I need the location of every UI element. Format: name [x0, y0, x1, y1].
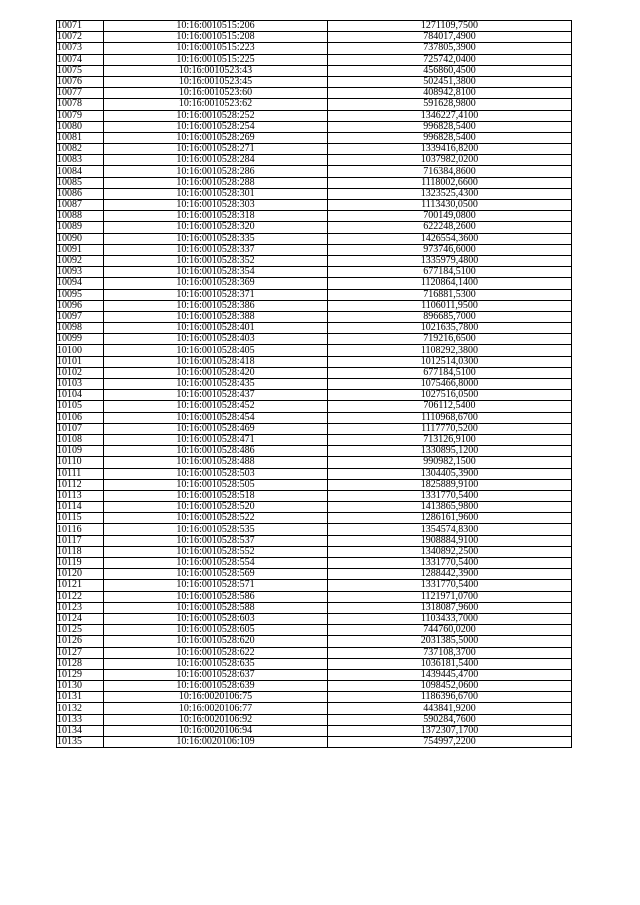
- cadastral-value-table: [56, 20, 572, 748]
- row-number-cell: 10085: [57, 177, 104, 188]
- table-row: [57, 144, 572, 155]
- value-cell: 1106011,9500: [328, 300, 572, 311]
- cadastral-number-cell: 10:16:0010528:535: [104, 524, 328, 535]
- cadastral-number-cell: 10:16:0010528:554: [104, 558, 328, 569]
- value-cell: 716881,5300: [328, 289, 572, 300]
- value-cell: 408942,8100: [328, 88, 572, 99]
- table-row: [57, 65, 572, 76]
- table-row: [57, 121, 572, 132]
- table-row: [57, 110, 572, 121]
- row-number-cell: 10127: [57, 647, 104, 658]
- value-cell: 706112,5400: [328, 401, 572, 412]
- row-number-cell: 10091: [57, 244, 104, 255]
- row-number-cell: 10078: [57, 99, 104, 110]
- cadastral-number-cell: 10:16:0010528:369: [104, 278, 328, 289]
- row-number-cell: 10109: [57, 446, 104, 457]
- value-cell: 1354574,8300: [328, 524, 572, 535]
- cadastral-number-cell: 10:16:0010515:223: [104, 43, 328, 54]
- value-cell: 1113430,0500: [328, 200, 572, 211]
- cadastral-number-cell: 10:16:0010528:286: [104, 166, 328, 177]
- cadastral-number-cell: 10:16:0010528:588: [104, 602, 328, 613]
- value-cell: 443841,9200: [328, 703, 572, 714]
- row-number-cell: 10094: [57, 278, 104, 289]
- table-row: [57, 99, 572, 110]
- cadastral-number-cell: 10:16:0010523:43: [104, 65, 328, 76]
- value-cell: 1120864,1400: [328, 278, 572, 289]
- value-cell: 1098452,0600: [328, 681, 572, 692]
- row-number-cell: 10089: [57, 222, 104, 233]
- table-row: [57, 546, 572, 557]
- cadastral-number-cell: 10:16:0010528:488: [104, 457, 328, 468]
- table-row: [57, 681, 572, 692]
- cadastral-number-cell: 10:16:0010528:471: [104, 434, 328, 445]
- table-row: [57, 278, 572, 289]
- row-number-cell: 10108: [57, 434, 104, 445]
- table-row: [57, 54, 572, 65]
- value-cell: 1318087,9600: [328, 602, 572, 613]
- row-number-cell: 10111: [57, 468, 104, 479]
- cadastral-number-cell: 10:16:0010528:254: [104, 121, 328, 132]
- value-cell: 1186396,6700: [328, 692, 572, 703]
- table-row: [57, 300, 572, 311]
- table-row: [57, 289, 572, 300]
- value-cell: 713126,9100: [328, 434, 572, 445]
- cadastral-number-cell: 10:16:0010528:418: [104, 356, 328, 367]
- table-row: [57, 558, 572, 569]
- cadastral-number-cell: 10:16:0020106:75: [104, 692, 328, 703]
- row-number-cell: 10103: [57, 379, 104, 390]
- row-number-cell: 10118: [57, 546, 104, 557]
- cadastral-number-cell: 10:16:0010528:269: [104, 132, 328, 143]
- cadastral-number-cell: 10:16:0010528:388: [104, 311, 328, 322]
- row-number-cell: 10097: [57, 311, 104, 322]
- value-cell: 700149,0800: [328, 211, 572, 222]
- row-number-cell: 10107: [57, 423, 104, 434]
- value-cell: 1825889,9100: [328, 479, 572, 490]
- cadastral-number-cell: 10:16:0020106:77: [104, 703, 328, 714]
- table-row: [57, 88, 572, 99]
- cadastral-number-cell: 10:16:0010528:454: [104, 412, 328, 423]
- cadastral-number-cell: 10:16:0010528:284: [104, 155, 328, 166]
- cadastral-number-cell: 10:16:0010523:45: [104, 76, 328, 87]
- row-number-cell: 10093: [57, 267, 104, 278]
- value-cell: 1288442,3900: [328, 569, 572, 580]
- cadastral-number-cell: 10:16:0010528:518: [104, 490, 328, 501]
- value-cell: 2031385,5000: [328, 636, 572, 647]
- cadastral-number-cell: 10:16:0010528:435: [104, 379, 328, 390]
- table-row: [57, 401, 572, 412]
- table-row: [57, 625, 572, 636]
- table-row: [57, 457, 572, 468]
- value-cell: 737108,3700: [328, 647, 572, 658]
- table-row: [57, 222, 572, 233]
- table-row: [57, 334, 572, 345]
- row-number-cell: 10076: [57, 76, 104, 87]
- value-cell: 1413865,9800: [328, 502, 572, 513]
- value-cell: 590284,7600: [328, 714, 572, 725]
- cadastral-number-cell: 10:16:0010528:452: [104, 401, 328, 412]
- row-number-cell: 10112: [57, 479, 104, 490]
- table-row: [57, 490, 572, 501]
- row-number-cell: 10131: [57, 692, 104, 703]
- table-row: [57, 591, 572, 602]
- row-number-cell: 10120: [57, 569, 104, 580]
- row-number-cell: 10086: [57, 188, 104, 199]
- table-row: [57, 255, 572, 266]
- table-row: [57, 211, 572, 222]
- row-number-cell: 10126: [57, 636, 104, 647]
- table-row: [57, 647, 572, 658]
- row-number-cell: 10117: [57, 535, 104, 546]
- table-row: [57, 177, 572, 188]
- value-cell: 1372307,1700: [328, 725, 572, 736]
- table-row: [57, 43, 572, 54]
- table-row: [57, 580, 572, 591]
- row-number-cell: 10084: [57, 166, 104, 177]
- table-row: [57, 379, 572, 390]
- table-row: [57, 188, 572, 199]
- cadastral-number-cell: 10:16:0010528:605: [104, 625, 328, 636]
- table-row: [57, 446, 572, 457]
- value-cell: 1037982,0200: [328, 155, 572, 166]
- table-row: [57, 479, 572, 490]
- row-number-cell: 10113: [57, 490, 104, 501]
- table-row: [57, 166, 572, 177]
- table-row: [57, 714, 572, 725]
- cadastral-number-cell: 10:16:0010528:335: [104, 233, 328, 244]
- table-row: [57, 535, 572, 546]
- value-cell: 622248,2600: [328, 222, 572, 233]
- value-cell: 591628,9800: [328, 99, 572, 110]
- cadastral-number-cell: 10:16:0010528:252: [104, 110, 328, 121]
- value-cell: 1021635,7800: [328, 323, 572, 334]
- row-number-cell: 10082: [57, 144, 104, 155]
- table-row: [57, 502, 572, 513]
- value-cell: 1331770,5400: [328, 558, 572, 569]
- cadastral-number-cell: 10:16:0010523:62: [104, 99, 328, 110]
- table-row: [57, 569, 572, 580]
- cadastral-number-cell: 10:16:0010528:303: [104, 200, 328, 211]
- cadastral-number-cell: 10:16:0010528:403: [104, 334, 328, 345]
- row-number-cell: 10098: [57, 323, 104, 334]
- value-cell: 677184,5100: [328, 367, 572, 378]
- value-cell: 1331770,5400: [328, 580, 572, 591]
- row-number-cell: 10079: [57, 110, 104, 121]
- table-row: [57, 725, 572, 736]
- value-cell: 744760,0200: [328, 625, 572, 636]
- value-cell: 784017,4900: [328, 32, 572, 43]
- cadastral-number-cell: 10:16:0010528:505: [104, 479, 328, 490]
- cadastral-number-cell: 10:16:0010528:522: [104, 513, 328, 524]
- cadastral-number-cell: 10:16:0010528:354: [104, 267, 328, 278]
- cadastral-number-cell: 10:16:0010528:337: [104, 244, 328, 255]
- table-row: [57, 658, 572, 669]
- value-cell: 1908884,9100: [328, 535, 572, 546]
- row-number-cell: 10106: [57, 412, 104, 423]
- cadastral-number-cell: 10:16:0010528:620: [104, 636, 328, 647]
- cadastral-number-cell: 10:16:0010528:639: [104, 681, 328, 692]
- cadastral-number-cell: 10:16:0010515:225: [104, 54, 328, 65]
- value-cell: 1439445,4700: [328, 669, 572, 680]
- value-cell: 1027516,0500: [328, 390, 572, 401]
- cadastral-number-cell: 10:16:0010528:469: [104, 423, 328, 434]
- cadastral-number-cell: 10:16:0010528:320: [104, 222, 328, 233]
- cadastral-number-cell: 10:16:0010528:386: [104, 300, 328, 311]
- cadastral-number-cell: 10:16:0010528:520: [104, 502, 328, 513]
- row-number-cell: 10104: [57, 390, 104, 401]
- value-cell: 990982,1500: [328, 457, 572, 468]
- table-row: [57, 323, 572, 334]
- cadastral-number-cell: 10:16:0020106:94: [104, 725, 328, 736]
- cadastral-number-cell: 10:16:0010523:60: [104, 88, 328, 99]
- cadastral-number-cell: 10:16:0010528:420: [104, 367, 328, 378]
- value-cell: 1330895,1200: [328, 446, 572, 457]
- value-cell: 456860,4500: [328, 65, 572, 76]
- cadastral-number-cell: 10:16:0020106:92: [104, 714, 328, 725]
- cadastral-number-cell: 10:16:0010528:571: [104, 580, 328, 591]
- table-row: [57, 737, 572, 748]
- row-number-cell: 10110: [57, 457, 104, 468]
- table-row: [57, 356, 572, 367]
- row-number-cell: 10096: [57, 300, 104, 311]
- table-row: [57, 602, 572, 613]
- cadastral-number-cell: 10:16:0010528:318: [104, 211, 328, 222]
- table-row: [57, 513, 572, 524]
- row-number-cell: 10101: [57, 356, 104, 367]
- table-row: [57, 21, 572, 32]
- row-number-cell: 10074: [57, 54, 104, 65]
- value-cell: 1323525,4300: [328, 188, 572, 199]
- value-cell: 973746,6000: [328, 244, 572, 255]
- row-number-cell: 10133: [57, 714, 104, 725]
- cadastral-number-cell: 10:16:0010528:437: [104, 390, 328, 401]
- value-cell: 1110968,6700: [328, 412, 572, 423]
- table-row: [57, 434, 572, 445]
- row-number-cell: 10135: [57, 737, 104, 748]
- row-number-cell: 10102: [57, 367, 104, 378]
- cadastral-number-cell: 10:16:0010528:586: [104, 591, 328, 602]
- value-cell: 1036181,5400: [328, 658, 572, 669]
- cadastral-number-cell: 10:16:0010528:622: [104, 647, 328, 658]
- value-cell: 754997,2200: [328, 737, 572, 748]
- table-row: [57, 132, 572, 143]
- value-cell: 1340892,2500: [328, 546, 572, 557]
- table-body: [57, 21, 572, 748]
- value-cell: 737805,3900: [328, 43, 572, 54]
- row-number-cell: 10088: [57, 211, 104, 222]
- row-number-cell: 10121: [57, 580, 104, 591]
- cadastral-number-cell: 10:16:0010528:486: [104, 446, 328, 457]
- table-row: [57, 200, 572, 211]
- row-number-cell: 10114: [57, 502, 104, 513]
- table-row: [57, 636, 572, 647]
- row-number-cell: 10130: [57, 681, 104, 692]
- value-cell: 1103433,7000: [328, 613, 572, 624]
- cadastral-number-cell: 10:16:0010528:537: [104, 535, 328, 546]
- row-number-cell: 10125: [57, 625, 104, 636]
- value-cell: 1304405,3900: [328, 468, 572, 479]
- value-cell: 1108292,3800: [328, 345, 572, 356]
- row-number-cell: 10122: [57, 591, 104, 602]
- row-number-cell: 10092: [57, 255, 104, 266]
- value-cell: 716384,8600: [328, 166, 572, 177]
- cadastral-number-cell: 10:16:0010528:637: [104, 669, 328, 680]
- value-cell: 1426554,3600: [328, 233, 572, 244]
- table-row: [57, 76, 572, 87]
- cadastral-number-cell: 10:16:0010528:271: [104, 144, 328, 155]
- cadastral-number-cell: 10:16:0010528:301: [104, 188, 328, 199]
- table-row: [57, 345, 572, 356]
- table-row: [57, 244, 572, 255]
- value-cell: 1075466,8000: [328, 379, 572, 390]
- table-row: [57, 692, 572, 703]
- cadastral-number-cell: 10:16:0010528:288: [104, 177, 328, 188]
- row-number-cell: 10095: [57, 289, 104, 300]
- row-number-cell: 10124: [57, 613, 104, 624]
- table-row: [57, 468, 572, 479]
- value-cell: 677184,5100: [328, 267, 572, 278]
- cadastral-number-cell: 10:16:0010528:552: [104, 546, 328, 557]
- table-row: [57, 423, 572, 434]
- table-row: [57, 524, 572, 535]
- table-row: [57, 311, 572, 322]
- value-cell: 996828,5400: [328, 132, 572, 143]
- value-cell: 719216,6500: [328, 334, 572, 345]
- cadastral-number-cell: 10:16:0020106:109: [104, 737, 328, 748]
- row-number-cell: 10128: [57, 658, 104, 669]
- value-cell: 1331770,5400: [328, 490, 572, 501]
- value-cell: 996828,5400: [328, 121, 572, 132]
- table-row: [57, 613, 572, 624]
- value-cell: 1271109,7500: [328, 21, 572, 32]
- cadastral-number-cell: 10:16:0010528:401: [104, 323, 328, 334]
- cadastral-number-cell: 10:16:0010528:603: [104, 613, 328, 624]
- cadastral-number-cell: 10:16:0010515:206: [104, 21, 328, 32]
- value-cell: 1339416,8200: [328, 144, 572, 155]
- row-number-cell: 10119: [57, 558, 104, 569]
- table-row: [57, 367, 572, 378]
- row-number-cell: 10105: [57, 401, 104, 412]
- value-cell: 1121971,0700: [328, 591, 572, 602]
- row-number-cell: 10080: [57, 121, 104, 132]
- cadastral-number-cell: 10:16:0010528:371: [104, 289, 328, 300]
- row-number-cell: 10100: [57, 345, 104, 356]
- row-number-cell: 10071: [57, 21, 104, 32]
- row-number-cell: 10081: [57, 132, 104, 143]
- row-number-cell: 10077: [57, 88, 104, 99]
- table-row: [57, 267, 572, 278]
- value-cell: 1286161,9600: [328, 513, 572, 524]
- value-cell: 1346227,4100: [328, 110, 572, 121]
- table-row: [57, 412, 572, 423]
- value-cell: 725742,0400: [328, 54, 572, 65]
- row-number-cell: 10073: [57, 43, 104, 54]
- row-number-cell: 10132: [57, 703, 104, 714]
- table-row: [57, 703, 572, 714]
- cadastral-number-cell: 10:16:0010528:405: [104, 345, 328, 356]
- value-cell: 896685,7000: [328, 311, 572, 322]
- value-cell: 1012514,0300: [328, 356, 572, 367]
- table-row: [57, 155, 572, 166]
- row-number-cell: 10129: [57, 669, 104, 680]
- row-number-cell: 10072: [57, 32, 104, 43]
- cadastral-number-cell: 10:16:0010528:503: [104, 468, 328, 479]
- table-row: [57, 233, 572, 244]
- table-row: [57, 390, 572, 401]
- cadastral-number-cell: 10:16:0010515:208: [104, 32, 328, 43]
- value-cell: 1117770,5200: [328, 423, 572, 434]
- value-cell: 1118002,6600: [328, 177, 572, 188]
- row-number-cell: 10090: [57, 233, 104, 244]
- row-number-cell: 10123: [57, 602, 104, 613]
- table-row: [57, 669, 572, 680]
- row-number-cell: 10083: [57, 155, 104, 166]
- value-cell: 1335979,4800: [328, 255, 572, 266]
- cadastral-number-cell: 10:16:0010528:352: [104, 255, 328, 266]
- row-number-cell: 10115: [57, 513, 104, 524]
- cadastral-number-cell: 10:16:0010528:569: [104, 569, 328, 580]
- row-number-cell: 10099: [57, 334, 104, 345]
- value-cell: 502451,3800: [328, 76, 572, 87]
- row-number-cell: 10075: [57, 65, 104, 76]
- row-number-cell: 10087: [57, 200, 104, 211]
- cadastral-number-cell: 10:16:0010528:635: [104, 658, 328, 669]
- row-number-cell: 10134: [57, 725, 104, 736]
- table-row: [57, 32, 572, 43]
- row-number-cell: 10116: [57, 524, 104, 535]
